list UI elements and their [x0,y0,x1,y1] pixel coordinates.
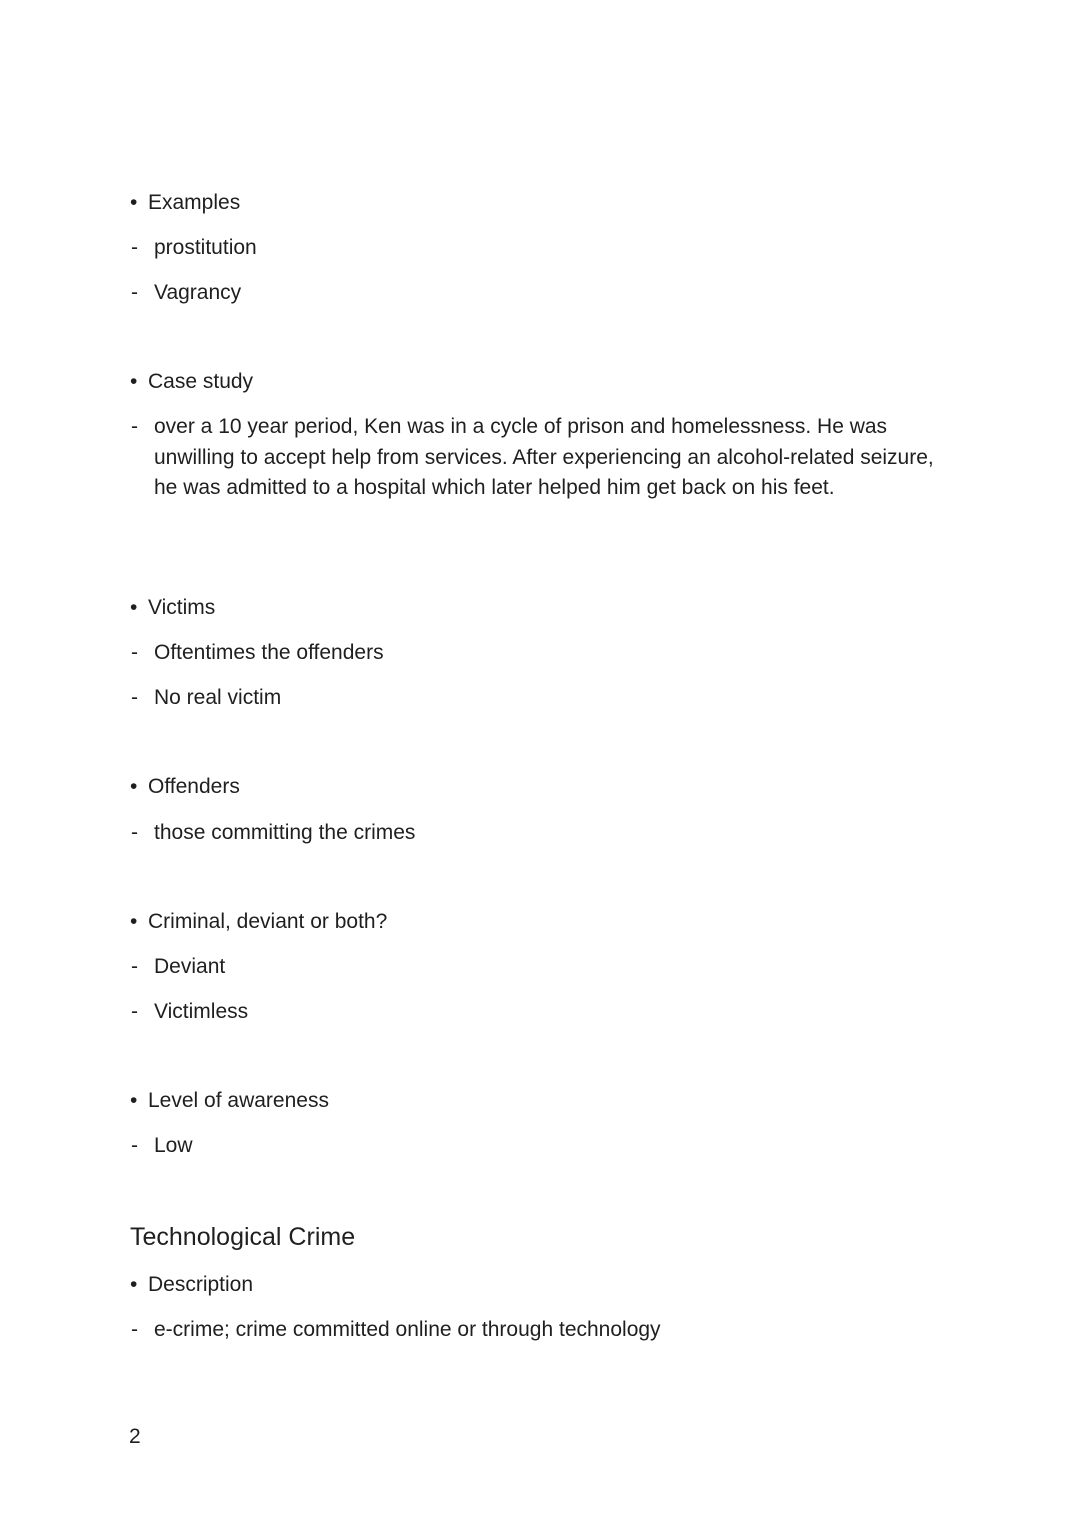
bullet-icon: • [130,596,138,619]
dash-icon: - [131,955,138,978]
dash-icon: - [131,415,138,438]
section-heading: Technological Crime [130,1223,356,1251]
list-item-text: prostitution [154,236,257,259]
bullet-title: Case study [148,370,254,393]
list-item-text: Low [154,1134,193,1157]
bullet-icon: • [130,1273,138,1296]
bullet-icon: • [130,775,138,798]
bullet-title: Level of awareness [148,1089,329,1112]
bullet-icon: • [130,191,138,214]
dash-icon: - [131,236,138,259]
bullet-icon: • [130,370,138,393]
dash-icon: - [131,1000,138,1023]
bullet-title: Victims [148,596,216,619]
dash-icon: - [131,641,138,664]
bullet-title: Offenders [148,775,240,798]
list-item-text: Vagrancy [154,281,242,304]
list-item-text: e-crime; crime committed online or through technology [154,1318,661,1341]
bullet-title: Criminal, deviant or both? [148,910,388,933]
bullet-title: Description [148,1273,254,1296]
dash-icon: - [131,1318,138,1341]
case-study-paragraph: over a 10 year period, Ken was in a cycle of prison and homelessness. He was unwilling to accept help from services. After experiencing an alcohol-related seizure, he was admitted to a hospital which later helped him get back on his feet. [154,415,934,499]
bullet-title: Examples [148,191,241,214]
list-item-text: those committing the crimes [154,821,416,844]
page-number: 2 [129,1425,141,1448]
bullet-icon: • [130,910,138,933]
dash-icon: - [131,686,138,709]
list-item-text: Victimless [154,1000,249,1023]
dash-icon: - [131,1134,138,1157]
list-item-text: Deviant [154,955,226,978]
dash-icon: - [131,281,138,304]
dash-icon: - [131,821,138,844]
bullet-icon: • [130,1089,138,1112]
list-item-text: Oftentimes the offenders [154,641,384,664]
list-item-text: No real victim [154,686,282,709]
